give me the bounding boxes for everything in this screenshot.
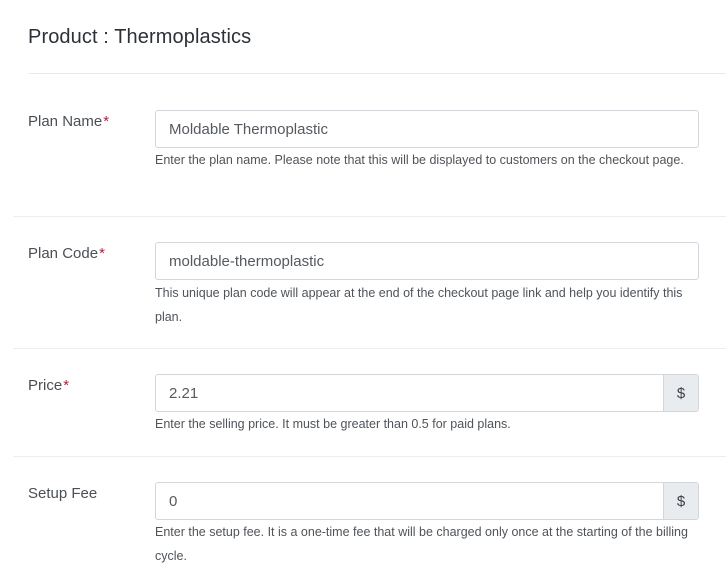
setup-fee-currency-addon: $ <box>663 483 698 519</box>
price-currency-addon: $ <box>663 375 698 411</box>
setup-fee-label-text: Setup Fee <box>28 485 98 502</box>
setup-fee-input[interactable] <box>156 483 663 519</box>
plan-name-help: Enter the plan name. Please note that this will be displayed to customers on the checkout page. <box>155 153 684 167</box>
row-divider <box>13 216 726 217</box>
row-divider <box>13 456 726 457</box>
plan-name-label-text: Plan Name <box>28 113 103 130</box>
setup-fee-help: Enter the setup fee. It is a one-time fee that will be charged only once at the starting of the billing cycle. <box>155 525 688 563</box>
plan-name-field[interactable] <box>155 110 699 148</box>
plan-code-label-text: Plan Code <box>28 245 99 262</box>
setup-fee-field[interactable] <box>155 482 699 520</box>
title-divider <box>28 73 726 74</box>
plan-code-label <box>28 244 105 264</box>
row-divider <box>13 348 726 349</box>
price-field[interactable] <box>155 374 699 412</box>
price-label <box>28 376 69 396</box>
plan-code-field[interactable] <box>155 242 699 280</box>
required-marker: * <box>99 245 105 262</box>
plan-code-input[interactable] <box>156 243 698 279</box>
price-help: Enter the selling price. It must be greater than 0.5 for paid plans. <box>155 417 511 431</box>
plan-name-label <box>28 112 109 132</box>
plan-code-help: This unique plan code will appear at the end of the checkout page link and help you identify this plan. <box>155 286 683 324</box>
required-marker: * <box>103 113 110 130</box>
required-marker: * <box>63 377 70 394</box>
plan-name-input[interactable] <box>156 111 698 147</box>
setup-fee-label <box>28 484 97 504</box>
page-title: Product : Thermoplastics <box>28 26 252 48</box>
price-label-text: Price <box>28 377 63 394</box>
price-input[interactable] <box>156 375 663 411</box>
